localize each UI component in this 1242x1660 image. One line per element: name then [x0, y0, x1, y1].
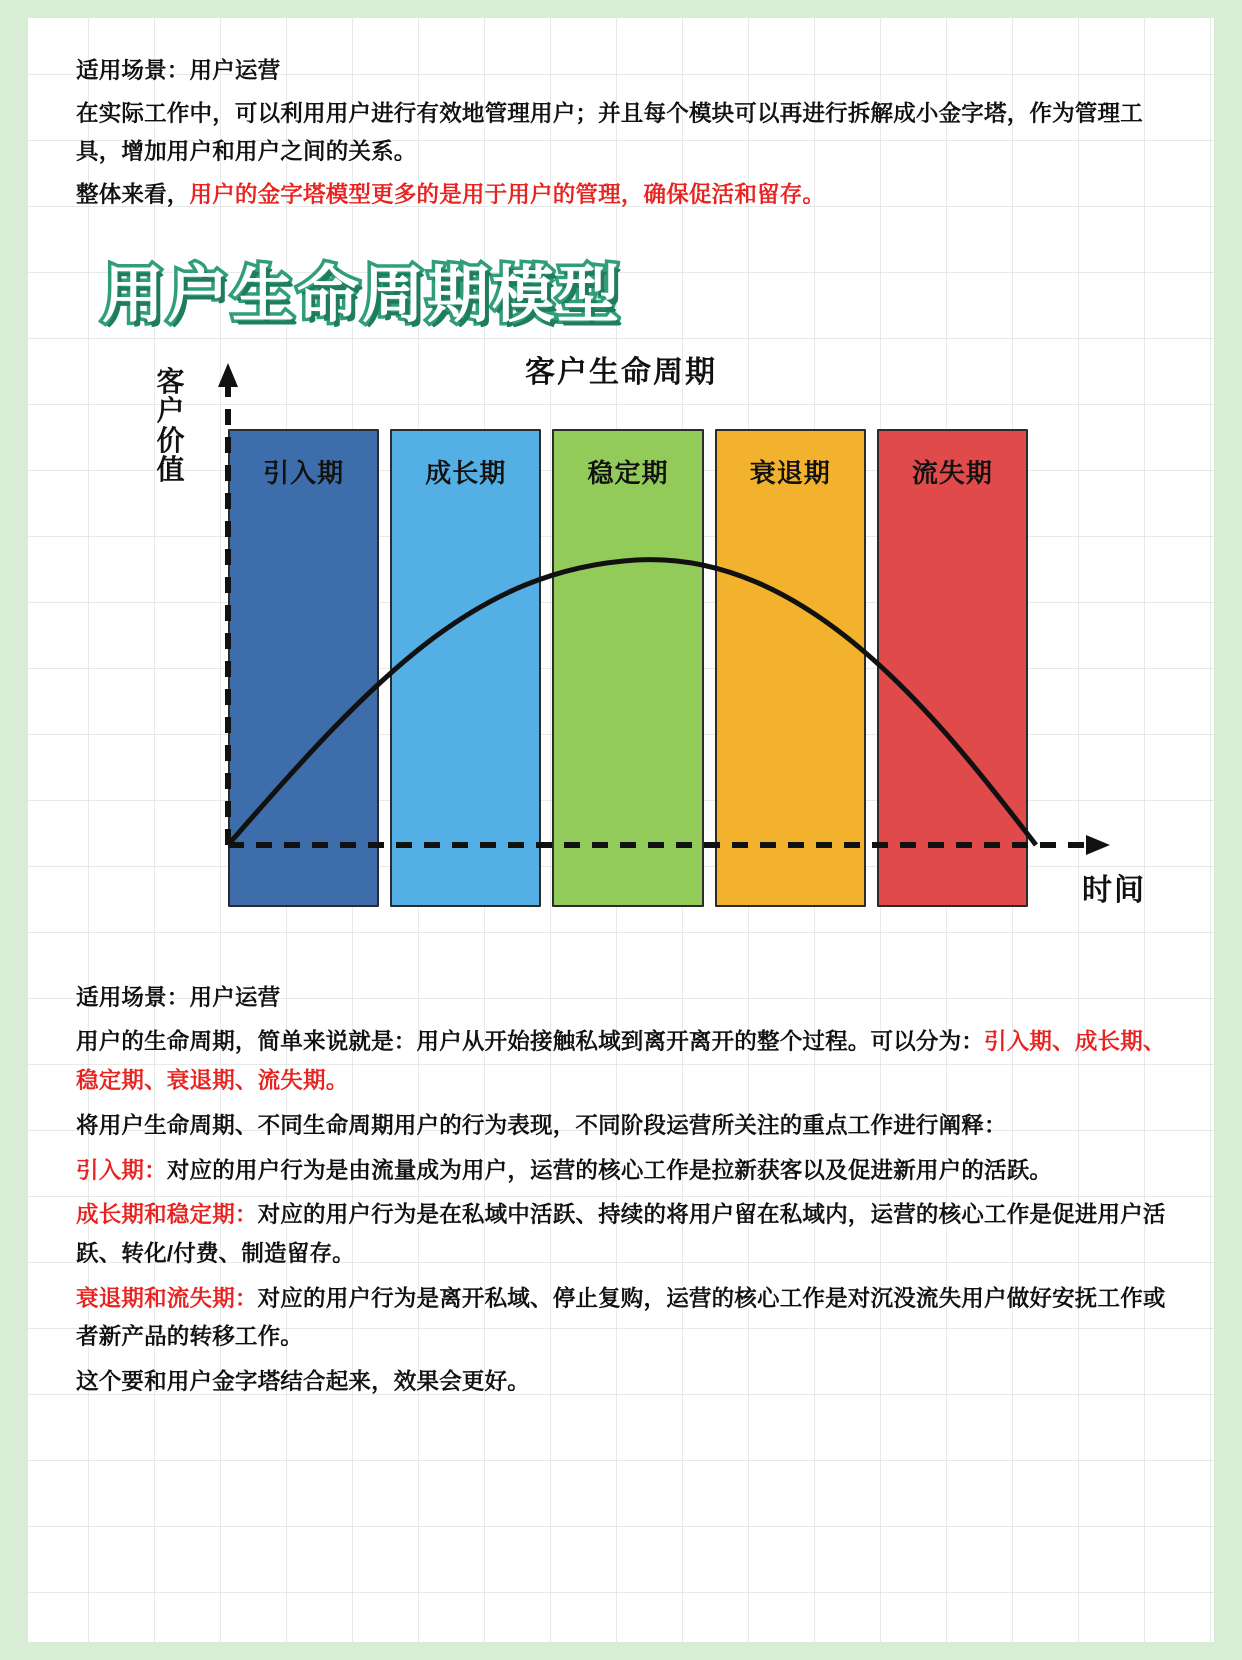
- stage-intro-item: [76, 1152, 1166, 1191]
- stage-decline-item: [76, 1280, 1166, 1357]
- chart-bar-1: [390, 429, 541, 907]
- chart-bar-0: [228, 429, 379, 907]
- lifecycle-definition-text: 用户的生命周期，简单来说就是：用户从开始接触私域到离开离开的整个过程。可以分为：: [76, 1029, 985, 1055]
- lifecycle-chart: [76, 345, 1166, 965]
- page-content: [76, 52, 1166, 1408]
- chart-bar-label-2: 稳定期: [587, 457, 669, 488]
- chart-bar-2: [552, 429, 703, 907]
- x-axis-arrow: [1086, 835, 1110, 855]
- scene-value-bottom: 用户运营: [189, 984, 281, 1010]
- stage-decline-label: 衰退期和流失期：: [76, 1285, 258, 1311]
- page-title-wrap: [76, 245, 1166, 337]
- chart-title: 客户生命周期: [525, 355, 717, 389]
- chart-y-axis-label: 客户价值: [156, 365, 186, 485]
- chart-bar-label-3: 衰退期: [749, 457, 831, 488]
- stage-growth-item: [76, 1196, 1166, 1273]
- chart-x-axis-label: 时间: [1082, 873, 1146, 907]
- lifecycle-definition: [76, 1023, 1166, 1100]
- top-text-block: [76, 52, 1166, 215]
- chart-bar-4: [877, 429, 1028, 907]
- scene-label-top: 适用场景：: [76, 58, 190, 83]
- chart-bar-3: [715, 429, 866, 907]
- bottom-text-block: [76, 979, 1166, 1402]
- top-summary-highlight: 用户的金字塔模型更多的是用于用户的管理，确保促活和留存。: [189, 182, 826, 208]
- top-summary-line: [76, 176, 1166, 215]
- scene-label-bottom: 适用场景：: [76, 984, 190, 1010]
- stage-intro-label: 引入期：: [76, 1157, 167, 1183]
- stage-growth-label: 成长期和稳定期：: [76, 1202, 258, 1228]
- note-page: [28, 18, 1214, 1642]
- chart-bar-label-4: 流失期: [911, 457, 993, 488]
- stage-intro-text: 对应的用户行为是由流量成为用户，运营的核心工作是拉新获客以及促进新用户的活跃。: [166, 1157, 1053, 1183]
- chart-bars: [228, 429, 1028, 907]
- scene-line-top: [76, 52, 1166, 91]
- chart-bar-label-1: 成长期: [425, 457, 507, 488]
- scene-line-bottom: [76, 979, 1166, 1018]
- stage-growth-text: 对应的用户行为是在私域中活跃、持续的将用户留在私域内，运营的核心工作是促进用户活跃、转化/付费、制造留存。: [76, 1202, 1166, 1266]
- stage-decline-text: 对应的用户行为是离开私域、停止复购，运营的核心工作是对沉没流失用户做好安抚工作或者新产品的转移工作。: [76, 1285, 1166, 1350]
- scene-value-top: 用户运营: [189, 58, 281, 83]
- chart-bar-label-0: 引入期: [263, 457, 345, 488]
- closing-note: 这个要和用户金字塔结合起来，效果会更好。: [76, 1368, 531, 1394]
- explanation-intro: 将用户生命周期、不同生命周期用户的行为表现，不同阶段运营所关注的重点工作进行阐释：: [76, 1112, 1007, 1138]
- page-title: 用户生命周期模型: [102, 257, 623, 331]
- lifecycle-stages-highlight: 引入期、成长期、稳定期、衰退期、流失期。: [76, 1029, 1166, 1094]
- top-summary-prefix: 整体来看，: [76, 182, 190, 208]
- top-paragraph: 在实际工作中，可以利用用户进行有效地管理用户；并且每个模块可以再进行拆解成小金字塔，作为管理工具，增加用户和用户之间的关系。: [76, 100, 1143, 165]
